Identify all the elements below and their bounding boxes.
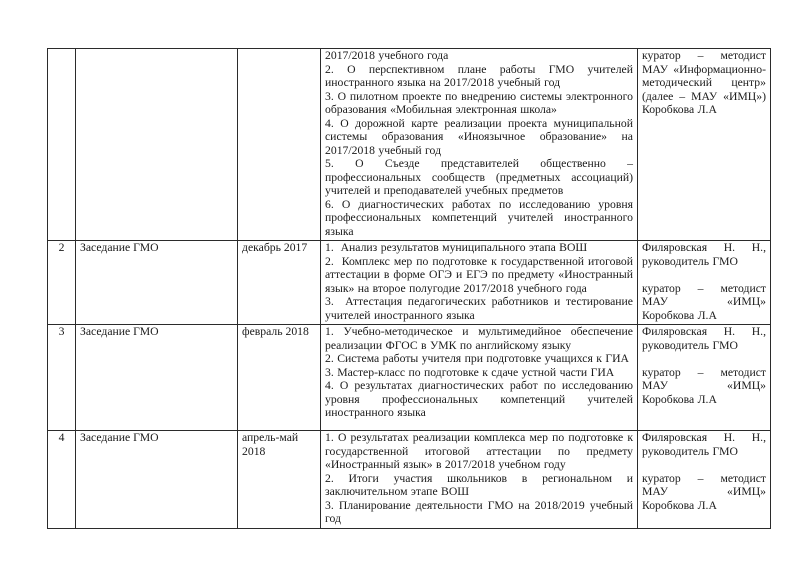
agenda-item: 3. Планирование деятельности ГМО на 2018/2019 учебный год bbox=[325, 498, 633, 525]
agenda-cell bbox=[321, 49, 638, 241]
agenda-item: 2. Комплекс мер по подготовке к государственной итоговой аттестации в форме ОГЭ и ЕГЭ по предмету «Иностранный язык» на второе полугодие 2017/2018 учебного года bbox=[325, 254, 633, 295]
meeting-plan-table-wrap bbox=[47, 48, 770, 529]
agenda-item: 2. О перспективном плане работы ГМО учителей иностранного языка на 2017/2018 учебный год bbox=[325, 62, 633, 89]
agenda-item: 2017/2018 учебного года bbox=[325, 49, 449, 62]
responsible-paragraph: куратор – методист МАУ «Информационно-методический центр» (далее – МАУ «ИМЦ») Коробкова Л.А bbox=[642, 49, 766, 116]
table-row bbox=[48, 49, 771, 241]
meeting-plan-table bbox=[47, 48, 771, 529]
date-cell: апрель-май 2018 bbox=[238, 431, 321, 529]
agenda-cell bbox=[321, 325, 638, 431]
agenda-item: 2. Система работы учителя при подготовке учащихся к ГИА bbox=[325, 352, 629, 365]
agenda-item: 5. О Съезде представителей общественно – профессиональных сообществ (предметных ассоциаций) учителей и преподавателей учебных предметов bbox=[325, 157, 633, 197]
agenda-item: 3. Мастер-класс по подготовке к сдаче устной части ГИА bbox=[325, 365, 615, 379]
responsible-paragraph: куратор – методист МАУ «ИМЦ» Коробкова Л.А bbox=[642, 471, 766, 512]
responsible-paragraph: куратор – методист МАУ «ИМЦ» Коробкова Л.А bbox=[642, 365, 766, 406]
table-row bbox=[48, 241, 771, 325]
row-number-cell: 2 bbox=[48, 241, 76, 325]
agenda-cell bbox=[321, 431, 638, 529]
agenda-item: 4. О результатах диагностических работ по исследованию уровня профессиональных компетенций учителей иностранного языка bbox=[325, 379, 633, 419]
event-cell: Заседание ГМО bbox=[76, 241, 238, 325]
agenda-item: 4. О дорожной карте реализации проекта муниципальной системы образования «Иноязычное образование» на 2017/2018 учебный год bbox=[325, 116, 633, 157]
event-cell bbox=[76, 49, 238, 241]
responsible-cell bbox=[638, 431, 771, 529]
agenda-item: 1. Учебно-методическое и мультимедийное обеспечение реализации ФГОС в УМК по английскому языку bbox=[325, 325, 633, 352]
responsible-cell bbox=[638, 325, 771, 431]
agenda-cell bbox=[321, 241, 638, 325]
agenda-item: 1. О результатах реализации комплекса мер по подготовке к государственной итоговой аттестации по предмету «Иностранный язык» в 2017/2018 учебном году bbox=[325, 431, 633, 471]
agenda-item: 3. Аттестация педагогических работников и тестирование учителей иностранного языка bbox=[325, 295, 633, 322]
row-number-cell bbox=[48, 49, 76, 241]
responsible-paragraph: куратор – методист МАУ «ИМЦ» Коробкова Л.А bbox=[642, 281, 766, 322]
date-cell: декабрь 2017 bbox=[238, 241, 321, 325]
date-cell bbox=[238, 49, 321, 241]
responsible-paragraph: Филяровская Н. Н., руководитель ГМО bbox=[642, 431, 766, 458]
responsible-cell bbox=[638, 241, 771, 325]
responsible-paragraph: Филяровская Н. Н., руководитель ГМО bbox=[642, 325, 766, 352]
event-cell: Заседание ГМО bbox=[76, 431, 238, 529]
responsible-paragraph: Филяровская Н. Н., руководитель ГМО bbox=[642, 241, 766, 268]
agenda-item: 2. Итоги участия школьников в региональном и заключительном этапе ВОШ bbox=[325, 471, 633, 498]
row-number-cell: 3 bbox=[48, 325, 76, 431]
agenda-item: 3. О пилотном проекте по внедрению системы электронного образования «Мобильная электронная школа» bbox=[325, 89, 633, 116]
row-number-cell: 4 bbox=[48, 431, 76, 529]
agenda-item: 6. О диагностических работах по исследованию уровня профессиональных компетенций учителей иностранного языка bbox=[325, 197, 633, 238]
event-cell: Заседание ГМО bbox=[76, 325, 238, 431]
table-row bbox=[48, 431, 771, 529]
agenda-item: 1. Анализ результатов муниципального этапа ВОШ bbox=[325, 241, 588, 254]
responsible-cell bbox=[638, 49, 771, 241]
date-cell: февраль 2018 bbox=[238, 325, 321, 431]
table-row bbox=[48, 325, 771, 431]
